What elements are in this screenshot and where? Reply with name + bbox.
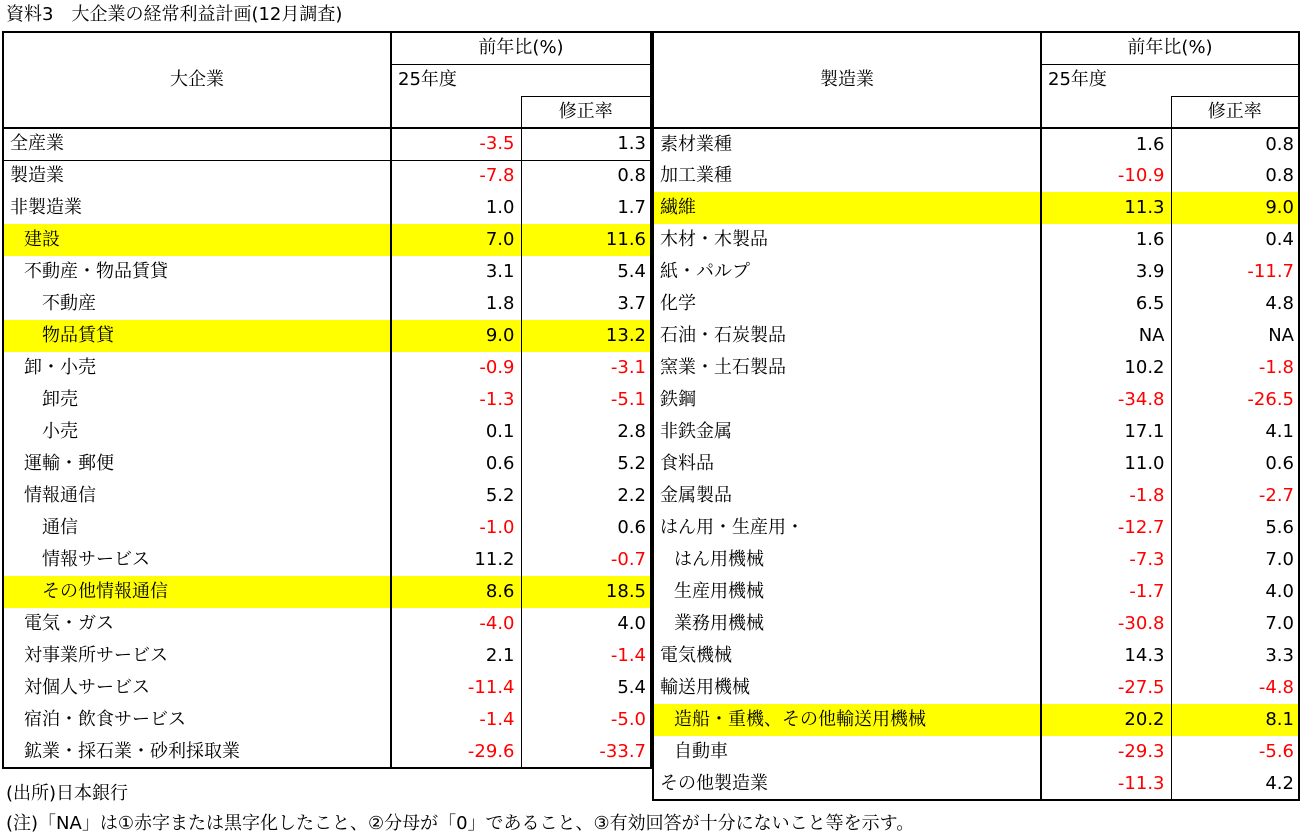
industry-name: 全産業 [3, 128, 391, 160]
revision-rate-value: -26.5 [1171, 384, 1299, 416]
industry-name: 生産用機械 [653, 576, 1041, 608]
fy25-yoy-value: -0.9 [391, 352, 521, 384]
revision-rate-value: 4.8 [1171, 288, 1299, 320]
table-row [3, 416, 651, 448]
large-enterprise-rows [3, 128, 651, 768]
revision-rate-value: -5.6 [1171, 736, 1299, 768]
industry-name: 情報サービス [3, 544, 391, 576]
industry-name: 繊維 [653, 192, 1041, 224]
revision-rate-value: -33.7 [521, 736, 651, 768]
table-row [653, 704, 1299, 736]
table-row [3, 320, 651, 352]
header-revision-rate: 修正率 [1171, 96, 1299, 128]
fy25-yoy-value: -10.9 [1041, 160, 1171, 192]
header-fiscal-year: 25年度 [1041, 64, 1299, 96]
fy25-yoy-value: -11.4 [391, 672, 521, 704]
table-row [3, 160, 651, 192]
fy25-yoy-value: 3.9 [1041, 256, 1171, 288]
revision-rate-value: NA [1171, 320, 1299, 352]
revision-rate-value: 0.6 [521, 512, 651, 544]
industry-name: 対個人サービス [3, 672, 391, 704]
revision-rate-value: 3.7 [521, 288, 651, 320]
table-row [653, 512, 1299, 544]
table-row [653, 672, 1299, 704]
revision-rate-value: 5.2 [521, 448, 651, 480]
table-row [653, 448, 1299, 480]
fy25-yoy-value: -29.6 [391, 736, 521, 768]
table-row [3, 384, 651, 416]
industry-name: 通信 [3, 512, 391, 544]
header-name-manufacturing: 製造業 [653, 32, 1041, 128]
table-row [653, 608, 1299, 640]
table-row [3, 128, 651, 160]
manufacturing-table [652, 31, 1300, 801]
footnote: (注)「NA」は①赤字または黒字化したこと、②分母が「0」であること、③有効回答が十分にないこと等を示す。 [6, 813, 915, 834]
header-blank-cell [1041, 96, 1171, 128]
header-revision-rate: 修正率 [521, 96, 651, 128]
fy25-yoy-value: 11.0 [1041, 448, 1171, 480]
industry-name: 電気機械 [653, 640, 1041, 672]
table-row [3, 736, 651, 768]
table-row [653, 128, 1299, 160]
revision-rate-value: 0.4 [1171, 224, 1299, 256]
table-row [653, 736, 1299, 768]
table-row [3, 224, 651, 256]
fy25-yoy-value: -11.3 [1041, 768, 1171, 800]
revision-rate-value: 0.8 [521, 160, 651, 192]
industry-name: 石油・石炭製品 [653, 320, 1041, 352]
revision-rate-value: -3.1 [521, 352, 651, 384]
industry-name: その他情報通信 [3, 576, 391, 608]
table-row [653, 384, 1299, 416]
fy25-yoy-value: 1.6 [1041, 224, 1171, 256]
fy25-yoy-value: 11.2 [391, 544, 521, 576]
industry-name: 卸売 [3, 384, 391, 416]
table-row [3, 576, 651, 608]
industry-name: 加工業種 [653, 160, 1041, 192]
revision-rate-value: -4.8 [1171, 672, 1299, 704]
revision-rate-value: 18.5 [521, 576, 651, 608]
industry-name: 非製造業 [3, 192, 391, 224]
industry-name: 木材・木製品 [653, 224, 1041, 256]
fy25-yoy-value: 7.0 [391, 224, 521, 256]
table-row [3, 672, 651, 704]
fy25-yoy-value: -1.8 [1041, 480, 1171, 512]
industry-name: 運輸・郵便 [3, 448, 391, 480]
header-fiscal-year: 25年度 [391, 64, 651, 96]
revision-rate-value: -1.4 [521, 640, 651, 672]
revision-rate-value: 1.7 [521, 192, 651, 224]
industry-name: 宿泊・飲食サービス [3, 704, 391, 736]
industry-name: 紙・パルプ [653, 256, 1041, 288]
fy25-yoy-value: -1.3 [391, 384, 521, 416]
revision-rate-value: 9.0 [1171, 192, 1299, 224]
fy25-yoy-value: 5.2 [391, 480, 521, 512]
header-name-large-enterprise: 大企業 [3, 32, 391, 128]
table-row [653, 480, 1299, 512]
source-note: (出所)日本銀行 [6, 783, 129, 804]
fy25-yoy-value: 0.6 [391, 448, 521, 480]
table-row [653, 160, 1299, 192]
fy25-yoy-value: -30.8 [1041, 608, 1171, 640]
fy25-yoy-value: -34.8 [1041, 384, 1171, 416]
revision-rate-value: 3.3 [1171, 640, 1299, 672]
document-title: 資料3 大企業の経常利益計画(12月調査) [6, 4, 343, 25]
industry-name: 窯業・土石製品 [653, 352, 1041, 384]
table-row [3, 640, 651, 672]
fy25-yoy-value: 2.1 [391, 640, 521, 672]
table-row [3, 608, 651, 640]
table-row [653, 544, 1299, 576]
industry-name: 製造業 [3, 160, 391, 192]
fy25-yoy-value: -3.5 [391, 128, 521, 160]
revision-rate-value: 2.8 [521, 416, 651, 448]
industry-name: 建設 [3, 224, 391, 256]
revision-rate-value: -11.7 [1171, 256, 1299, 288]
industry-name: 小売 [3, 416, 391, 448]
revision-rate-value: 4.0 [521, 608, 651, 640]
fy25-yoy-value: -4.0 [391, 608, 521, 640]
revision-rate-value: 0.8 [1171, 128, 1299, 160]
revision-rate-value: -5.1 [521, 384, 651, 416]
industry-name: 金属製品 [653, 480, 1041, 512]
fy25-yoy-value: 6.5 [1041, 288, 1171, 320]
header-yoy-group: 前年比(%) [391, 32, 651, 64]
industry-name: 業務用機械 [653, 608, 1041, 640]
fy25-yoy-value: 14.3 [1041, 640, 1171, 672]
fy25-yoy-value: 17.1 [1041, 416, 1171, 448]
fy25-yoy-value: -1.4 [391, 704, 521, 736]
header-yoy-group: 前年比(%) [1041, 32, 1299, 64]
revision-rate-value: 0.8 [1171, 160, 1299, 192]
revision-rate-value: 5.4 [521, 256, 651, 288]
table-row [653, 320, 1299, 352]
revision-rate-value: 4.0 [1171, 576, 1299, 608]
table-row [653, 640, 1299, 672]
industry-name: 素材業種 [653, 128, 1041, 160]
fy25-yoy-value: NA [1041, 320, 1171, 352]
fy25-yoy-value: 10.2 [1041, 352, 1171, 384]
industry-name: 電気・ガス [3, 608, 391, 640]
industry-name: 食料品 [653, 448, 1041, 480]
revision-rate-value: 7.0 [1171, 544, 1299, 576]
industry-name: 情報通信 [3, 480, 391, 512]
fy25-yoy-value: 1.6 [1041, 128, 1171, 160]
fy25-yoy-value: 9.0 [391, 320, 521, 352]
industry-name: 輸送用機械 [653, 672, 1041, 704]
table-row [653, 416, 1299, 448]
table-row [653, 768, 1299, 800]
industry-name: 造船・重機、その他輸送用機械 [653, 704, 1041, 736]
revision-rate-value: 0.6 [1171, 448, 1299, 480]
table-row [653, 224, 1299, 256]
revision-rate-value: 8.1 [1171, 704, 1299, 736]
table-row [653, 352, 1299, 384]
fy25-yoy-value: -1.0 [391, 512, 521, 544]
fy25-yoy-value: 1.8 [391, 288, 521, 320]
industry-name: 不動産・物品賃貸 [3, 256, 391, 288]
fy25-yoy-value: 1.0 [391, 192, 521, 224]
fy25-yoy-value: 8.6 [391, 576, 521, 608]
industry-name: 自動車 [653, 736, 1041, 768]
fy25-yoy-value: 0.1 [391, 416, 521, 448]
revision-rate-value: 5.6 [1171, 512, 1299, 544]
industry-name: 卸・小売 [3, 352, 391, 384]
fy25-yoy-value: 11.3 [1041, 192, 1171, 224]
table-row [3, 480, 651, 512]
manufacturing-rows [653, 128, 1299, 800]
table-row [3, 288, 651, 320]
revision-rate-value: -0.7 [521, 544, 651, 576]
revision-rate-value: 2.2 [521, 480, 651, 512]
fy25-yoy-value: 3.1 [391, 256, 521, 288]
revision-rate-value: 5.4 [521, 672, 651, 704]
industry-name: はん用・生産用・ [653, 512, 1041, 544]
table-row [3, 512, 651, 544]
large-enterprise-table [2, 31, 652, 769]
industry-name: 化学 [653, 288, 1041, 320]
revision-rate-value: 7.0 [1171, 608, 1299, 640]
table-row [3, 192, 651, 224]
table-row [653, 256, 1299, 288]
table-row [653, 288, 1299, 320]
fy25-yoy-value: -1.7 [1041, 576, 1171, 608]
fy25-yoy-value: -7.3 [1041, 544, 1171, 576]
revision-rate-value: 1.3 [521, 128, 651, 160]
industry-name: 鉄鋼 [653, 384, 1041, 416]
industry-name: 対事業所サービス [3, 640, 391, 672]
table-row [3, 448, 651, 480]
industry-name: はん用機械 [653, 544, 1041, 576]
table-row [3, 704, 651, 736]
industry-name: 物品賃貸 [3, 320, 391, 352]
revision-rate-value: 11.6 [521, 224, 651, 256]
revision-rate-value: -1.8 [1171, 352, 1299, 384]
table-row [3, 352, 651, 384]
revision-rate-value: 4.1 [1171, 416, 1299, 448]
fy25-yoy-value: 20.2 [1041, 704, 1171, 736]
industry-name: 鉱業・採石業・砂利採取業 [3, 736, 391, 768]
table-row [3, 256, 651, 288]
revision-rate-value: 4.2 [1171, 768, 1299, 800]
fy25-yoy-value: -29.3 [1041, 736, 1171, 768]
revision-rate-value: 13.2 [521, 320, 651, 352]
industry-name: その他製造業 [653, 768, 1041, 800]
revision-rate-value: -2.7 [1171, 480, 1299, 512]
header-blank-cell [391, 96, 521, 128]
table-row [653, 576, 1299, 608]
table-row [653, 192, 1299, 224]
fy25-yoy-value: -7.8 [391, 160, 521, 192]
table-row [3, 544, 651, 576]
fy25-yoy-value: -27.5 [1041, 672, 1171, 704]
revision-rate-value: -5.0 [521, 704, 651, 736]
industry-name: 非鉄金属 [653, 416, 1041, 448]
industry-name: 不動産 [3, 288, 391, 320]
fy25-yoy-value: -12.7 [1041, 512, 1171, 544]
